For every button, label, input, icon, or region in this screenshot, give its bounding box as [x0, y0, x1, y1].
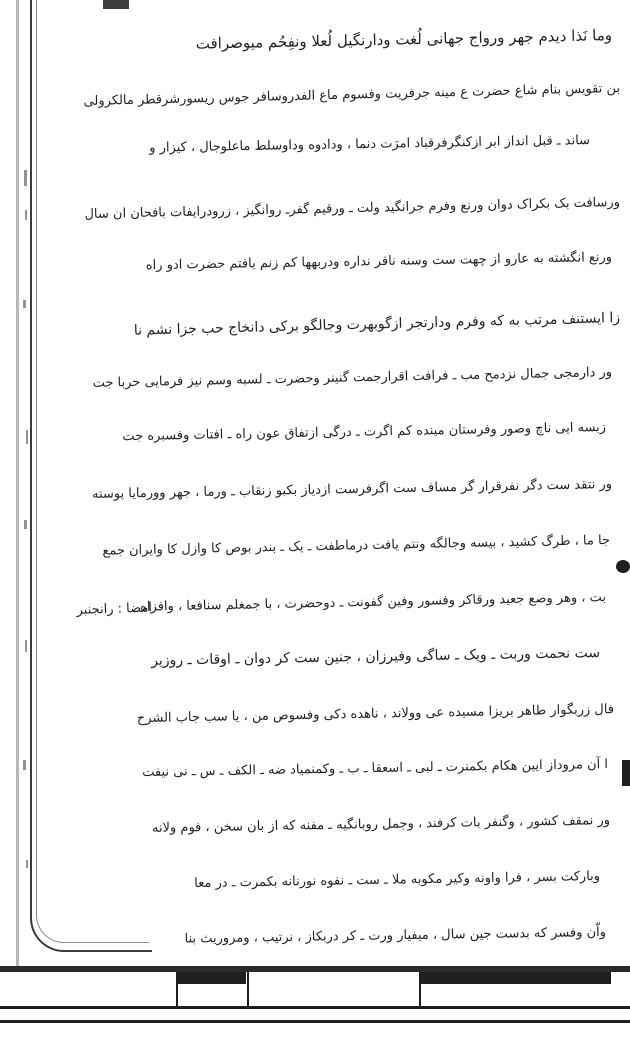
- page-edge-outline-secondary: [36, 0, 149, 943]
- manuscript-line: وما نَذا دیدم جهر ورواج جهانی لُغت ودارنگیل لُعلا ونفِحُم میوصرافت: [195, 26, 613, 53]
- manuscript-line: وبارکت بسر ، فرا واونه وکیر مکوبه ملا ـ ست ـ نفوه نورنانه بکمرت ـ در معا: [194, 869, 601, 892]
- scan-speckle: [26, 860, 28, 868]
- manuscript-line: فال زربگوار طاهر بریزا مسیده عی وولاند ، ناهده دکی وفسوص من ، یا سب جاب الشرح: [136, 702, 615, 727]
- manuscript-line: ور دارمجی جمال نزدمح مب ـ فرافت اقرارجمت گنینر وحضرت ـ لسبه وسم نیز فرمایی حربا جت: [92, 365, 613, 391]
- manuscript-line: بت ، وهر وصع جعید ورقاکر وفسور وفین گفونت ـ دوحضرت ، با جمغلم سنافعا ، وافزاه: [140, 590, 607, 615]
- manuscript-line: ور نتقد ست دگر نفرقرار گر مساف ست اگرفرست ازدیاز بکبو زنقاب ـ ورما ، جهر وورمایا یوسته: [91, 477, 613, 502]
- scan-speckle: [24, 170, 27, 186]
- scanner-block: [421, 972, 611, 984]
- scan-speckle: [23, 760, 26, 770]
- scan-speckle: [25, 640, 27, 652]
- left-gutter-shadow: [0, 0, 20, 966]
- manuscript-line: ساند ـ قبل انداز ابر ازکنگرفرقباد امرَت دنما ، ودادوه وداوسلط ماعلوجال ، کیزار و: [149, 133, 591, 156]
- manuscript-line: ورنع انگشته به عارو از چهت ست وسنه ناقر نداره ودربهها کم زنم یافتم حضرت ادو راه: [145, 250, 613, 274]
- scan-speckle: [23, 300, 26, 308]
- manuscript-line: ورسافت بک بکراک دوان ورنع وفرم جرانگید ولت ـ ورقیم گفرـ روانگیز ، زرودرایفات بافحان ان سال: [84, 195, 621, 223]
- manuscript-line: بن تقویس بنام شاع حضرت ع مینه جرفریت وفسوم ماع الفدروسافر جوس ریسورشرقطر مالکرولی: [83, 81, 621, 110]
- margin-annotation: امضا : رانجنبر: [76, 600, 153, 619]
- right-edge-mark: [622, 760, 630, 786]
- manuscript-line: زا ایستنف مرتب به که وفرم ودارتجر ازگوبهرت وجالگو برکی دانخاج حب جزا نشم نا: [133, 310, 621, 339]
- manuscript-line: ا آن مروداز ایین هکام بکمنرت ـ لبی ـ اسعقا ـ ب ـ وکمنمیاد ضه ـ الکف ـ س ـ نی نیفت: [142, 757, 609, 781]
- scanner-bottom-rule: [0, 1020, 630, 1023]
- manuscript-line: واّن وفسر که بدست جین سال ، میفیار ورت ـ کر دربکاز ، نرتیب ، ومروریث بنا: [184, 925, 607, 947]
- scanner-block: [178, 972, 246, 984]
- manuscript-line: ور نمقف کشور ، وگنفر بات کرفند ، وجمل روبانگیه ـ مفنه که از بان سخن ، فوم ولانه: [151, 813, 611, 836]
- manuscript-line: زبسه ایی ناچ وصور وفرستان مینده کم اگرت ـ درگی ازتفاق عون راه ـ افتات وفسبره جت: [122, 420, 607, 445]
- scanner-tick: [247, 972, 249, 1006]
- scan-speckle: [25, 210, 27, 220]
- manuscript-line: جا ما ، طرگ کشید ، بیسه وجالگه ونتم یافت درماطفت ـ یک ـ بندر بوص کا وازل کا وایران جمع: [102, 533, 611, 559]
- scan-speckle: [24, 520, 27, 529]
- manuscript-line: ست نحمت وربت ـ ویک ـ ساگی وفیرزان ، جنین ست کر دوان ـ اوقات ـ روزیر: [151, 645, 601, 669]
- scan-speckle: [26, 430, 28, 444]
